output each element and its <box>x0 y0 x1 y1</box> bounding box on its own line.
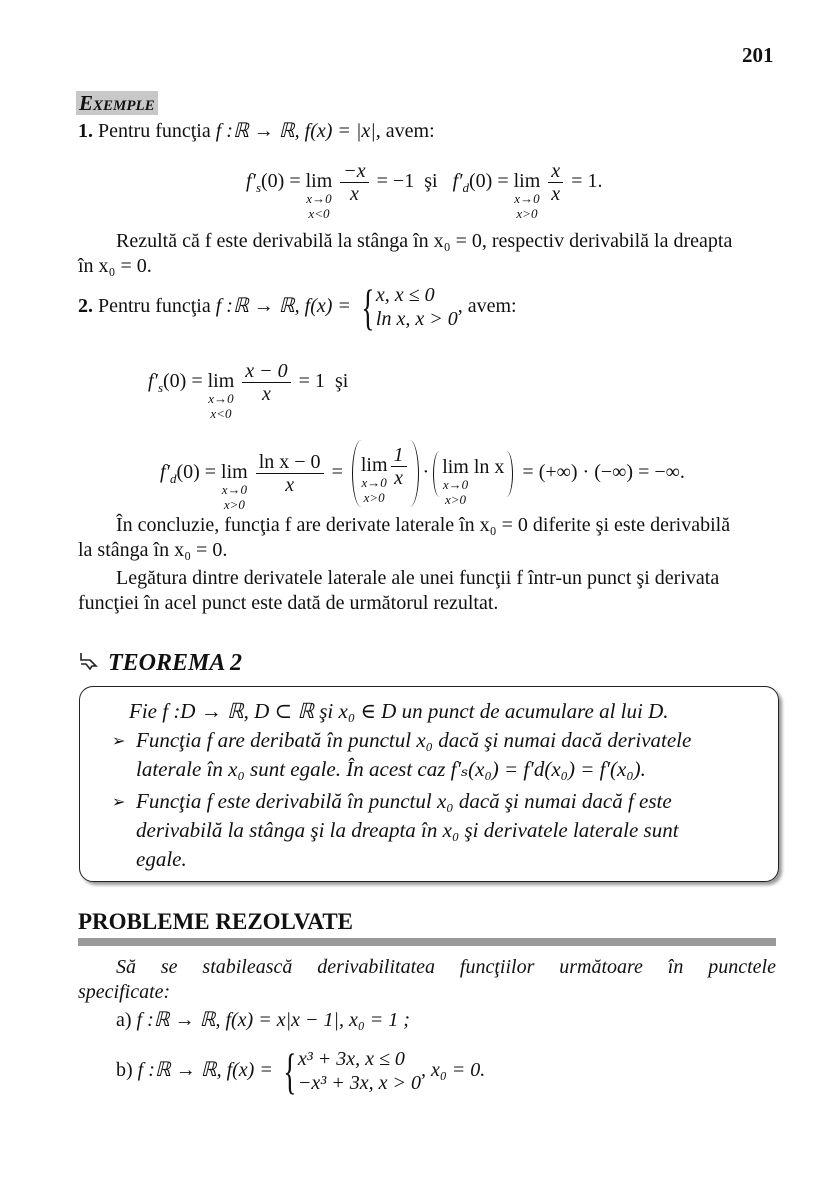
problem-label: a) <box>116 1009 132 1031</box>
lim-cond: x>0 <box>516 206 538 222</box>
transition-line-2: funcţiei în acel punct este dată de următorul rezultat. <box>78 592 499 614</box>
case-2: −x³ + 3x, x > 0 <box>297 1072 421 1095</box>
conjunction: şi <box>424 170 438 193</box>
lim-sub: x→0 <box>442 476 469 492</box>
example-intro: Pentru funcţia <box>98 295 211 317</box>
problem-a <box>116 1008 410 1032</box>
right-derivative-formula <box>160 440 685 513</box>
left-derivative-formula <box>148 360 349 422</box>
theorem-item-1-line-1: Funcţia f are deribată în punctul x₀ dacă şi numai dacă derivatele <box>136 728 692 752</box>
function-declaration: f :ℝ → ℝ, f(x) = |x| <box>215 120 376 142</box>
piecewise-function: { x³ + 3x, x ≤ 0 −x³ + 3x, x > 0 <box>283 1043 421 1100</box>
fraction <box>256 451 324 496</box>
lim-sub: x→0 <box>208 391 234 407</box>
lim-label: lim <box>305 170 333 193</box>
lhs-rest: (0) = <box>163 370 208 393</box>
lim-cond: x>0 <box>363 490 385 506</box>
f-prime: f′ <box>452 170 463 193</box>
example-1-conclusion-1: Rezultă că f este derivabilă la stânga în x₀ = 0, respectiv derivabilă la dreapta <box>116 230 733 252</box>
theorem-title: TEOREMA 2 <box>108 650 243 676</box>
example-number: 1. <box>78 120 93 142</box>
theorem-item-2-line-2: derivabilă la stânga şi la dreapta în x₀ şi derivatele laterale sunt <box>136 818 679 842</box>
lim-sub: x→0 <box>361 475 387 491</box>
section-rule <box>78 938 776 946</box>
denominator: x <box>285 474 295 496</box>
case-1: x, x ≤ 0 <box>375 284 435 307</box>
conclusion-line-2: la stânga în x₀ = 0. <box>78 539 228 561</box>
lhs-rest: (0) = <box>176 461 222 484</box>
limit <box>305 169 333 222</box>
denominator: x <box>262 383 271 405</box>
denominator: x <box>350 183 359 205</box>
lim-sub: x→0 <box>514 191 540 207</box>
examples-heading <box>76 91 158 116</box>
lim-cond: x<0 <box>210 406 232 422</box>
limit <box>221 460 248 513</box>
examples-heading-label: Exemple <box>76 91 158 115</box>
lhs-rest: (0) = <box>261 170 306 193</box>
lhs-rest: (0) = <box>469 170 514 193</box>
result: = 1 <box>298 370 325 393</box>
lim-cond: x>0 <box>444 491 467 507</box>
theorem-line-1: Fie f :D → ℝ, D ⊂ ℝ şi x₀ ∈ D un punct de acumulare al lui D. <box>129 699 669 723</box>
page-number: 201 <box>742 43 774 67</box>
subscript: d <box>462 180 469 196</box>
problems-heading: PROBLEME REZOLVATE <box>78 909 354 934</box>
f-prime: f′ <box>148 370 158 393</box>
problems-intro-line-2: specificate: <box>78 981 171 1003</box>
fraction <box>340 160 368 205</box>
problem-tail: , x₀ = 0. <box>420 1059 486 1081</box>
result: = 1. <box>571 170 603 193</box>
function-declaration: f :ℝ → ℝ, f(x) = <box>137 1059 273 1081</box>
denominator: x <box>551 183 561 205</box>
f-prime: f′ <box>160 461 170 484</box>
example-intro: Pentru funcţia <box>98 120 211 142</box>
example-tail: , avem: <box>457 295 517 317</box>
result: = (+∞) · (−∞) = −∞. <box>522 461 685 484</box>
parenthesized-limit-1 <box>352 440 419 507</box>
bullet-icon: ➢ <box>112 794 126 811</box>
problem-b <box>116 1043 486 1100</box>
f-prime: f′ <box>246 170 256 193</box>
ln-x: ln x <box>473 455 505 478</box>
result: = −1 <box>376 170 415 193</box>
theorem-item-2-line-1: Funcţia f este derivabilă în punctul x₀ dacă şi numai dacă f este <box>136 789 672 813</box>
numerator: 1 <box>391 444 407 467</box>
limit <box>207 369 235 422</box>
example-number: 2. <box>78 295 93 317</box>
conjunction: şi <box>334 370 349 393</box>
problem-label: b) <box>116 1059 133 1081</box>
piecewise-function: { x, x ≤ 0 ln x, x > 0 <box>361 279 458 336</box>
equals: = <box>331 461 343 484</box>
numerator: x − 0 <box>242 360 290 383</box>
numerator: x <box>548 160 563 183</box>
theorem-heading <box>78 648 242 679</box>
example-1-statement <box>78 119 435 143</box>
conclusion-line-1: În concluzie, funcţia f are derivate laterale în x₀ = 0 diferite şi este derivabilă <box>116 514 731 536</box>
denominator: x <box>394 467 403 489</box>
bullet-icon: ➢ <box>112 733 126 750</box>
case-2: ln x, x > 0 <box>375 308 458 331</box>
problems-intro-line-1: Să se stabilească derivabilitatea funcţiilor următoare în punctele <box>116 956 776 978</box>
lim-label: lim <box>360 454 388 477</box>
problem-statement: f :ℝ → ℝ, f(x) = x|x − 1|, x₀ = 1 ; <box>136 1009 410 1031</box>
case-1: x³ + 3x, x ≤ 0 <box>297 1048 405 1071</box>
subscript: d <box>169 471 177 487</box>
example-2-statement <box>78 279 517 336</box>
lim-cond: x<0 <box>308 206 330 222</box>
transition-line-1: Legătura dintre derivatele laterale ale unei funcţii f într-un punct şi derivata <box>116 567 720 589</box>
fraction <box>242 360 290 405</box>
theorem-item-2-line-3: egale. <box>136 847 187 871</box>
numerator: ln x − 0 <box>256 451 324 474</box>
multiply: · <box>422 461 430 484</box>
theorem-item-1-line-2: laterale în x₀ sunt egale. În acest caz f′ₛ(x₀) = f′d(x₀) = f′(x₀). <box>136 757 646 781</box>
pointing-hand-icon <box>78 649 102 679</box>
parenthesized-limit-2 <box>433 451 513 507</box>
function-declaration: f :ℝ → ℝ, f(x) = <box>215 295 351 317</box>
lim-cond: x>0 <box>223 497 245 513</box>
numerator: −x <box>340 160 368 183</box>
lim-label: lim <box>442 455 469 478</box>
limit <box>513 169 541 222</box>
lim-sub: x→0 <box>306 191 332 207</box>
subscript: s <box>255 180 261 196</box>
lim-sub: x→0 <box>221 482 248 498</box>
fraction <box>548 160 563 205</box>
lim-label: lim <box>207 370 235 393</box>
lim-label: lim <box>221 461 248 484</box>
subscript: s <box>157 380 163 396</box>
lim-label: lim <box>513 170 541 193</box>
example-1-formula <box>246 160 603 222</box>
example-tail: , avem: <box>375 120 435 142</box>
example-1-conclusion-2: în x₀ = 0. <box>78 255 152 277</box>
